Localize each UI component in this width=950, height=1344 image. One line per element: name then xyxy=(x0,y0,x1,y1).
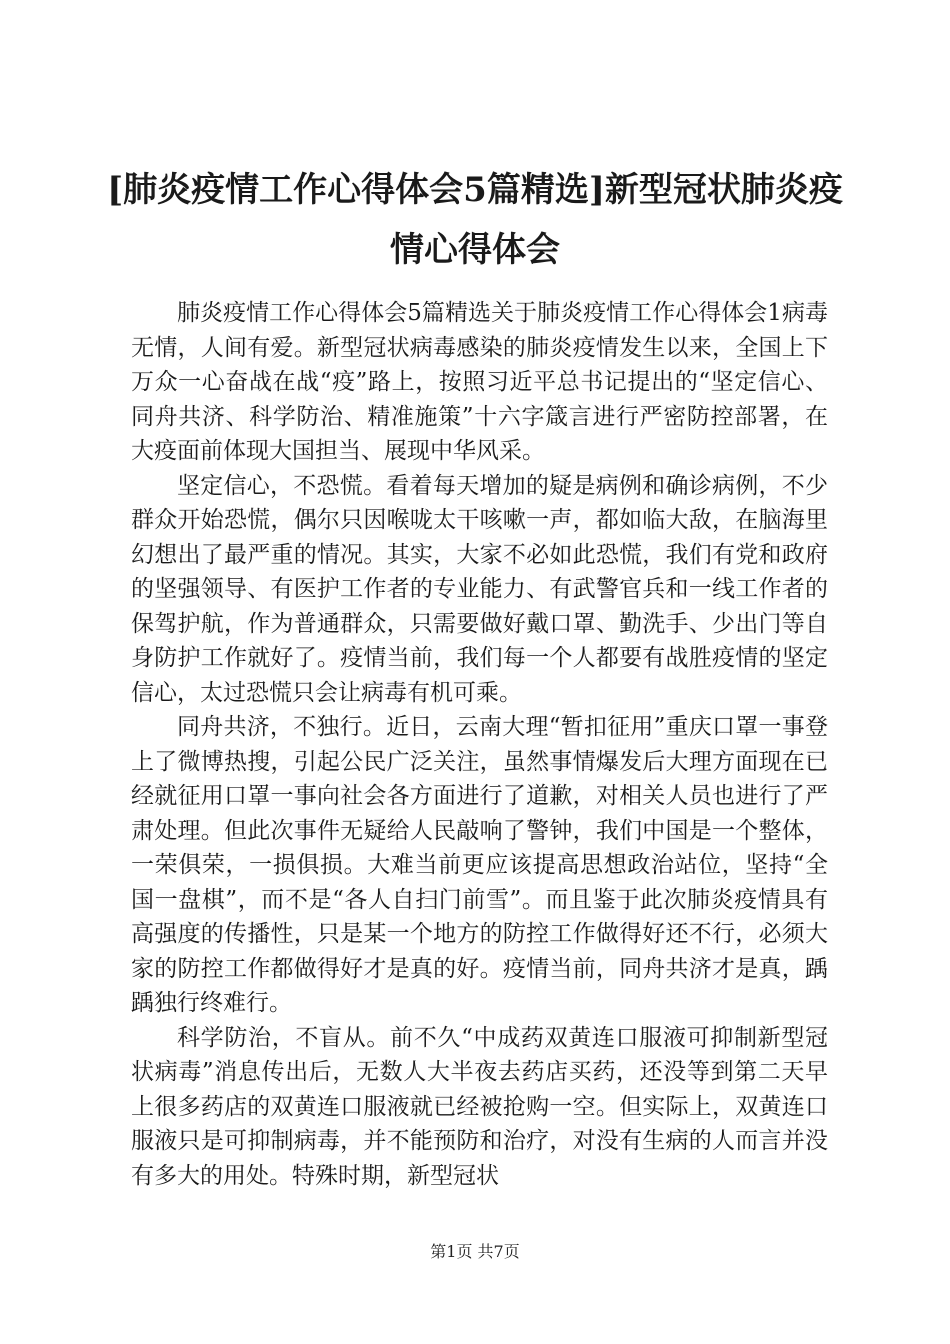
document-body xyxy=(131,296,828,1192)
body-paragraph: 肺炎疫情工作心得体会5篇精选关于肺炎疫情工作心得体会1病毒无情，人间有爱。新型冠状病毒感染的肺炎疫情发生以来，全国上下万众一心奋战在战“疫”路上，按照习近平总书记提出的“坚定信心、同舟共济、科学防治、精准施策”十六字箴言进行严密防控部署，在大疫面前体现大国担当、展现中华风采。 xyxy=(131,300,828,464)
body-paragraph: 同舟共济，不独行。近日，云南大理“暂扣征用”重庆口罩一事登上了微博热搜，引起公民广泛关注，虽然事情爆发后大理方面现在已经就征用口罩一事向社会各方面进行了道歉，对相关人员也进行了严肃处理。但此次事件无疑给人民敲响了警钟，我们中国是一个整体，一荣俱荣，一损俱损。大难当前更应该提高思想政治站位，坚持“全国一盘棋”，而不是“各人自扫门前雪”。而且鉴于此次肺炎疫情具有高强度的传播性，只是某一个地方的防控工作做得好还不行，必须大家的防控工作都做得好才是真的好。疫情当前，同舟共济才是真，踽踽独行终难行。 xyxy=(131,714,828,1016)
document-title: [肺炎疫情工作心得体会5篇精选]新型冠状肺炎疫情心得体会 xyxy=(107,170,843,270)
page-number-footer: 第1页 共7页 xyxy=(430,1242,520,1261)
body-paragraph: 坚定信心，不恐慌。看着每天增加的疑是病例和确诊病例，不少群众开始恐慌，偶尔只因喉咙太干咳嗽一声，都如临大敌，在脑海里幻想出了最严重的情况。其实，大家不必如此恐慌，我们有党和政府的坚强领导、有医护工作者的专业能力、有武警官兵和一线工作者的保驾护航，作为普通群众，只需要做好戴口罩、勤洗手、少出门等自身防护工作就好了。疫情当前，我们每一个人都要有战胜疫情的坚定信心，太过恐慌只会让病毒有机可乘。 xyxy=(131,472,828,706)
body-paragraph: 科学防治，不盲从。前不久“中成药双黄连口服液可抑制新型冠状病毒”消息传出后，无数人大半夜去药店买药，还没等到第二天早上很多药店的双黄连口服液就已经被抢购一空。但实际上，双黄连口服液只是可抑制病毒，并不能预防和治疗，对没有生病的人而言并没有多大的用处。特殊时期，新型冠状 xyxy=(131,1024,828,1189)
